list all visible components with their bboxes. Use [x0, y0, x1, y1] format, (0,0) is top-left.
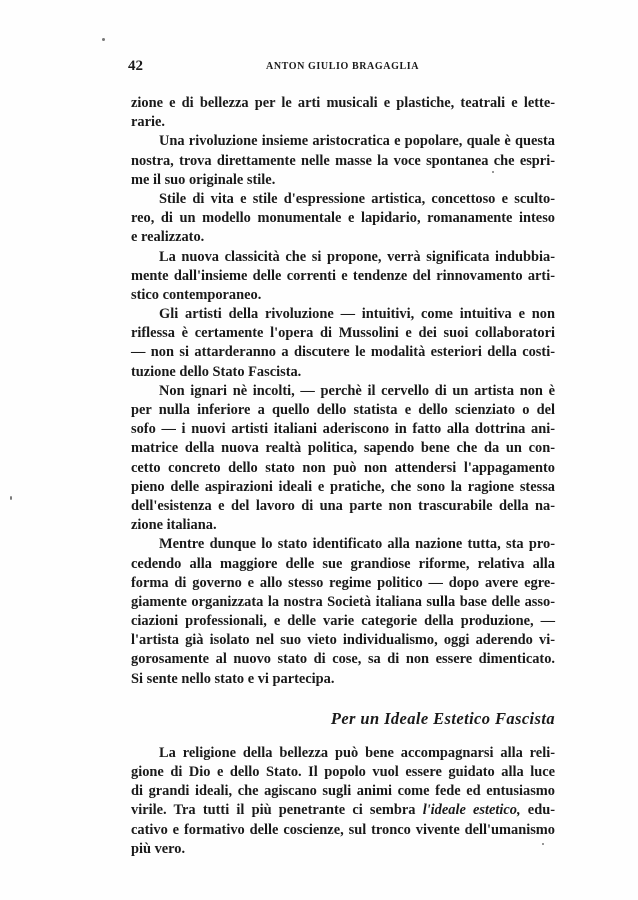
text-line: stico contemporaneo.: [131, 286, 262, 303]
text-line: Stile di vita e stile d'espressione artistica, concettoso e sculto-: [159, 190, 555, 207]
text-line: cativo e formativo delle coscienze, sul tronco vivente dell'umanismo: [131, 821, 555, 838]
text-line: gione di Dio e dello Stato. Il popolo vuol essere guidato alla luce: [131, 764, 555, 780]
italic-phrase: l'ideale estetico,: [422, 802, 521, 819]
text-line: Gli artisti della rivoluzione — intuitivi, come intuitiva e non: [159, 306, 555, 323]
text-line: Mentre dunque lo stato identificato alla nazione tutta, sta pro-: [159, 536, 555, 553]
body-text: [131, 94, 555, 859]
text-line: tuzione dello Stato Fascista.: [131, 363, 302, 380]
text-line: ciazioni professionali, e delle varie categorie della produzione, —: [131, 613, 555, 630]
text-line: giamente organizzata la nostra Società italiana sulla base delle asso-: [131, 593, 555, 610]
text-line: gorosamente al nuovo stato di cose, sa di non essere dimenticato.: [131, 651, 555, 668]
running-head: ANTON GIULIO BRAGAGLIA: [266, 61, 420, 72]
text-line: sofo — i nuovi artisti italiani aderiscono in fatto alla dottrina ani-: [131, 421, 555, 438]
text-line: [131, 801, 555, 820]
page-header: [128, 58, 548, 78]
ink-speck: [102, 38, 105, 41]
text-line: riflessa è certamente l'opera di Mussolini e dei suoi collaboratori: [131, 325, 555, 342]
text-line: dell'esistenza e del lavoro di una parte non trascurabile della na-: [131, 497, 555, 514]
text-line: l'artista già isolato nel suo vieto individualismo, oggi aderendo vi-: [131, 632, 555, 649]
text-line: matrice della nuova realtà politica, sapendo bene che da un con-: [131, 440, 555, 457]
text-line: e realizzato.: [131, 229, 205, 246]
text-line: zione italiana.: [131, 517, 217, 534]
text-line: di grandi ideali, che agiscano sugli animi come fede ed entusiasmo: [131, 783, 555, 800]
text-line: Si sente nello stato e vi partecipa.: [131, 670, 335, 687]
text-line: Non ignari nè incolti, — perchè il cervello di un artista non è: [159, 382, 555, 399]
text-line: reo, di un modello monumentale e lapidario, romanamente inteso: [131, 210, 555, 227]
text-line: nostra, trova direttamente nelle masse la voce spontanea che espri-: [131, 152, 555, 169]
text-line: cedendo alla maggiore delle sue grandiose riforme, relativa alla: [131, 555, 555, 572]
ink-speck: [10, 496, 12, 500]
text-line: più vero.: [131, 840, 186, 857]
text-line: mente dall'insieme delle correnti e tendenze del rinnovamento arti-: [131, 267, 555, 284]
text-line: rarie.: [131, 114, 165, 131]
text-line: zione e di bellezza per le arti musicali e plastiche, teatrali e lette-: [131, 95, 555, 111]
text-line: — non si attarderanno a discutere le modalità esteriori della costi-: [131, 344, 555, 361]
text-line: La nuova classicità che si propone, verrà significata indubbia-: [159, 248, 555, 265]
text-line: Una rivoluzione insieme aristocratica e popolare, quale è questa: [159, 133, 555, 150]
text-run: virile. Tra tutti il più penetrante ci sembra: [131, 802, 416, 819]
text-line: cetto concreto dello stato non può non attendersi l'appagamento: [131, 459, 555, 476]
page-number: 42: [128, 58, 143, 74]
text-line: La religione della bellezza può bene accompagnarsi alla reli-: [159, 744, 555, 761]
text-line: pieno delle aspirazioni ideali e pratiche, che sono la ragione stessa: [131, 478, 555, 495]
section-heading: Per un Ideale Estetico Fascista: [330, 708, 555, 728]
text-run: edu-: [520, 802, 555, 819]
ink-speck: [492, 171, 494, 173]
text-line: me il suo originale stile.: [131, 171, 276, 188]
text-line: per nulla inferiore a quello dello statista e dello scienziato o del: [131, 402, 555, 418]
ink-speck: [542, 843, 544, 845]
text-line: forma di governo e allo stesso regime politico — dopo avere egre-: [131, 574, 555, 591]
